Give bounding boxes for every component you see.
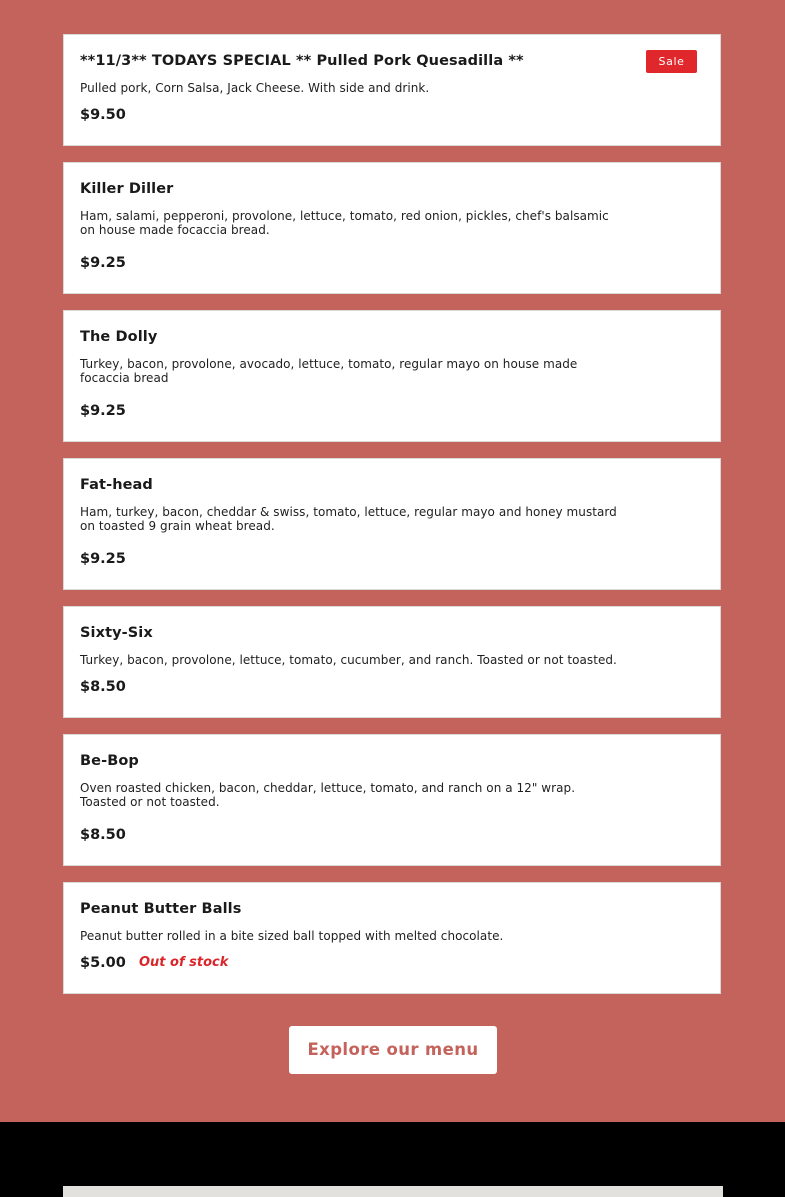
- item-title: **11/3** TODAYS SPECIAL ** Pulled Pork Quesadilla **: [80, 53, 524, 69]
- item-title: Be-Bop: [80, 753, 139, 769]
- menu-item-card[interactable]: [63, 162, 721, 294]
- footer: [0, 1122, 785, 1197]
- sale-badge: Sale: [646, 50, 697, 73]
- item-title: The Dolly: [80, 329, 158, 345]
- item-title: Sixty-Six: [80, 625, 153, 641]
- item-description: Peanut butter rolled in a bite sized ball topped with melted chocolate.: [80, 929, 504, 943]
- explore-menu-button[interactable]: Explore our menu: [289, 1026, 497, 1074]
- item-price: $8.50: [80, 679, 126, 695]
- item-price: $9.25: [80, 403, 126, 419]
- item-title: Peanut Butter Balls: [80, 901, 242, 917]
- menu-item-card[interactable]: [63, 882, 721, 994]
- item-description: Pulled pork, Corn Salsa, Jack Cheese. With side and drink.: [80, 81, 430, 95]
- item-price: $9.25: [80, 255, 126, 271]
- menu-item-card[interactable]: [63, 458, 721, 590]
- menu-item-card[interactable]: [63, 34, 721, 146]
- item-description: Turkey, bacon, provolone, avocado, lettuce, tomato, regular mayo on house made focaccia bread: [80, 357, 578, 385]
- item-description: Ham, turkey, bacon, cheddar & swiss, tomato, lettuce, regular mayo and honey mustard on toasted 9 grain wheat bread.: [80, 505, 617, 533]
- menu-item-card[interactable]: [63, 606, 721, 718]
- item-price: $9.50: [80, 107, 126, 123]
- item-price: $5.00: [80, 955, 126, 971]
- out-of-stock-label: Out of stock: [139, 955, 229, 970]
- item-description: Turkey, bacon, provolone, lettuce, tomato, cucumber, and ranch. Toasted or not toasted.: [80, 653, 617, 667]
- item-description: Oven roasted chicken, bacon, cheddar, lettuce, tomato, and ranch on a 12" wrap. Toasted or not toasted.: [80, 781, 576, 809]
- footer-panel: [63, 1186, 723, 1197]
- item-title: Killer Diller: [80, 181, 174, 197]
- item-description: Ham, salami, pepperoni, provolone, lettuce, tomato, red onion, pickles, chef's balsamic on house made focaccia bread.: [80, 209, 609, 237]
- menu-item-card[interactable]: [63, 734, 721, 866]
- menu-item-card[interactable]: [63, 310, 721, 442]
- item-price: $8.50: [80, 827, 126, 843]
- item-price: $9.25: [80, 551, 126, 567]
- item-title: Fat-head: [80, 477, 153, 493]
